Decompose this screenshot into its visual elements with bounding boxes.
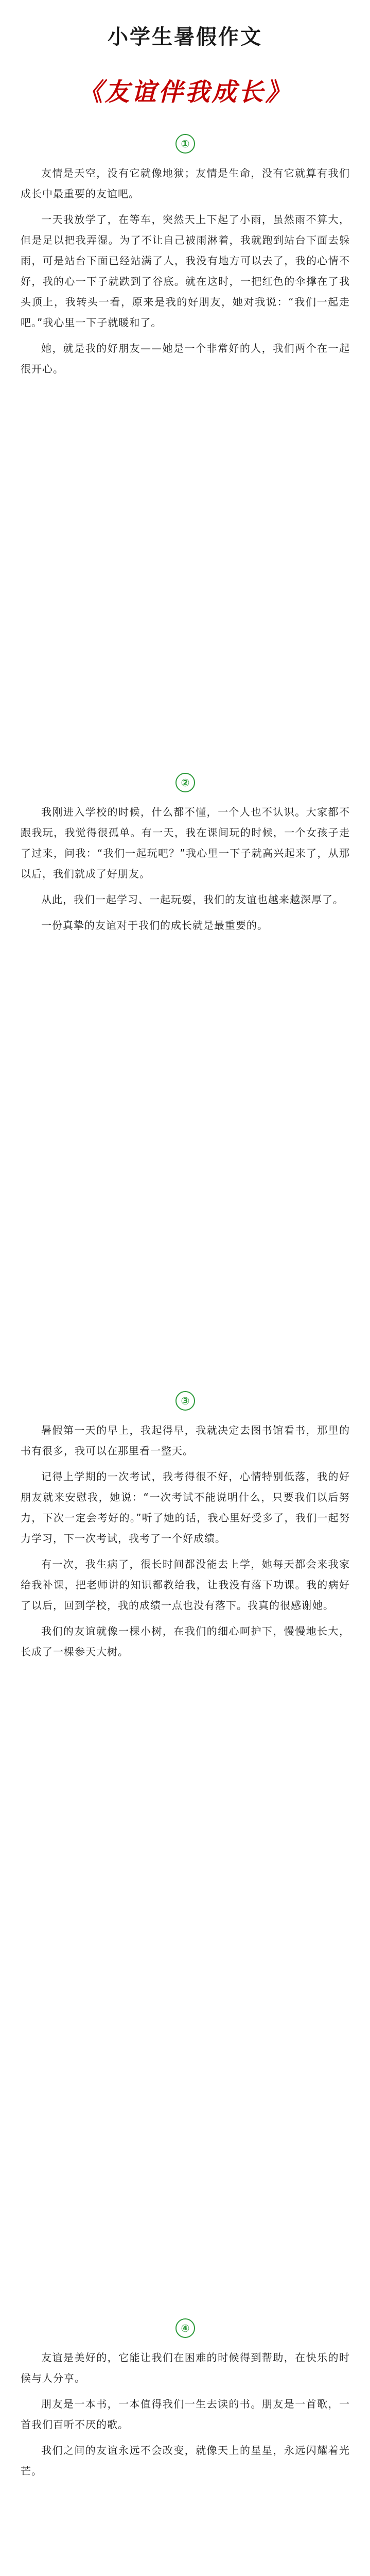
page-title: 小学生暑假作文 (108, 25, 262, 49)
paragraph: 一天我放学了，在等车，突然天上下起了小雨，虽然雨不算大，但是足以把我弄湿。为了不让自己被雨淋着，我就跑到站台下面去躲雨，可是站台下面已经站满了人，我没有地方可以去了，我的心情不好，我的心一下子就跌到了谷底。就在这时，一把红色的伞撑在了我头顶上，我转头一看，原来是我的好朋友，她对我说：“我们一起走吧。”我心里一下子就暖和了。 (21, 213, 350, 329)
paragraph: 一份真挚的友谊对于我们的成长就是最重要的。 (41, 919, 268, 931)
section-2 (21, 773, 350, 941)
essay-title: 《友谊伴我成长》 (78, 78, 292, 107)
paragraph: 从此，我们一起学习、一起玩耍，我们的友谊也越来越深厚了。 (41, 893, 344, 906)
paragraph: 朋友是一本书，一本值得我们一生去读的书。朋友是一首歌，一首我们百听不厌的歌。 (21, 2398, 350, 2431)
paragraph: 友情是天空，没有它就像地狱；友情是生命，没有它就算有我们成长中最重要的友谊吧。 (21, 167, 350, 200)
section-number-badge: ② (175, 773, 195, 792)
section-1 (21, 134, 350, 384)
paragraph: 暑假第一天的早上，我起得早，我就决定去图书馆看书，那里的书有很多，我可以在那里看一整天。 (21, 1424, 350, 1457)
paragraph: 我刚进入学校的时候，什么都不懂，一个人也不认识。大家都不跟我玩，我觉得很孤单。有一天，我在课间玩的时候，一个女孩子走了过来，问我：“我们一起玩吧？”我心里一下子就高兴起来了，从那以后，我们就成了好朋友。 (21, 806, 350, 880)
section-number-badge: ③ (175, 1391, 195, 1411)
paragraph: 她，就是我的好朋友——她是一个非常好的人，我们两个在一起很开心。 (21, 342, 350, 375)
section-4 (21, 2318, 350, 2486)
paragraph: 记得上学期的一次考试，我考得很不好，心情特别低落，我的好朋友就来安慰我，她说：“一次考试不能说明什么，只要我们以后努力，下次一定会考好的。”听了她的话，我心里好受多了，我们一起努力学习，下一次考试，我考了一个好成绩。 (21, 1470, 350, 1545)
section-number-badge: ④ (175, 2318, 195, 2338)
paragraph: 我们之间的友谊永远不会改变，就像天上的星星，永远闪耀着光芒。 (21, 2444, 350, 2477)
section-number-badge: ① (175, 134, 195, 154)
paragraph: 友谊是美好的，它能让我们在困难的时候得到帮助，在快乐的时候与人分享。 (21, 2351, 350, 2384)
paragraph: 有一次，我生病了，很长时间都没能去上学，她每天都会来我家给我补课，把老师讲的知识都教给我，让我没有落下功课。我的病好了以后，回到学校，我的成绩一点也没有落下。我真的很感谢她。 (21, 1558, 350, 1612)
section-3 (21, 1391, 350, 1667)
paragraph: 我们的友谊就像一棵小树，在我们的细心呵护下，慢慢地长大，长成了一棵参天大树。 (21, 1625, 350, 1658)
